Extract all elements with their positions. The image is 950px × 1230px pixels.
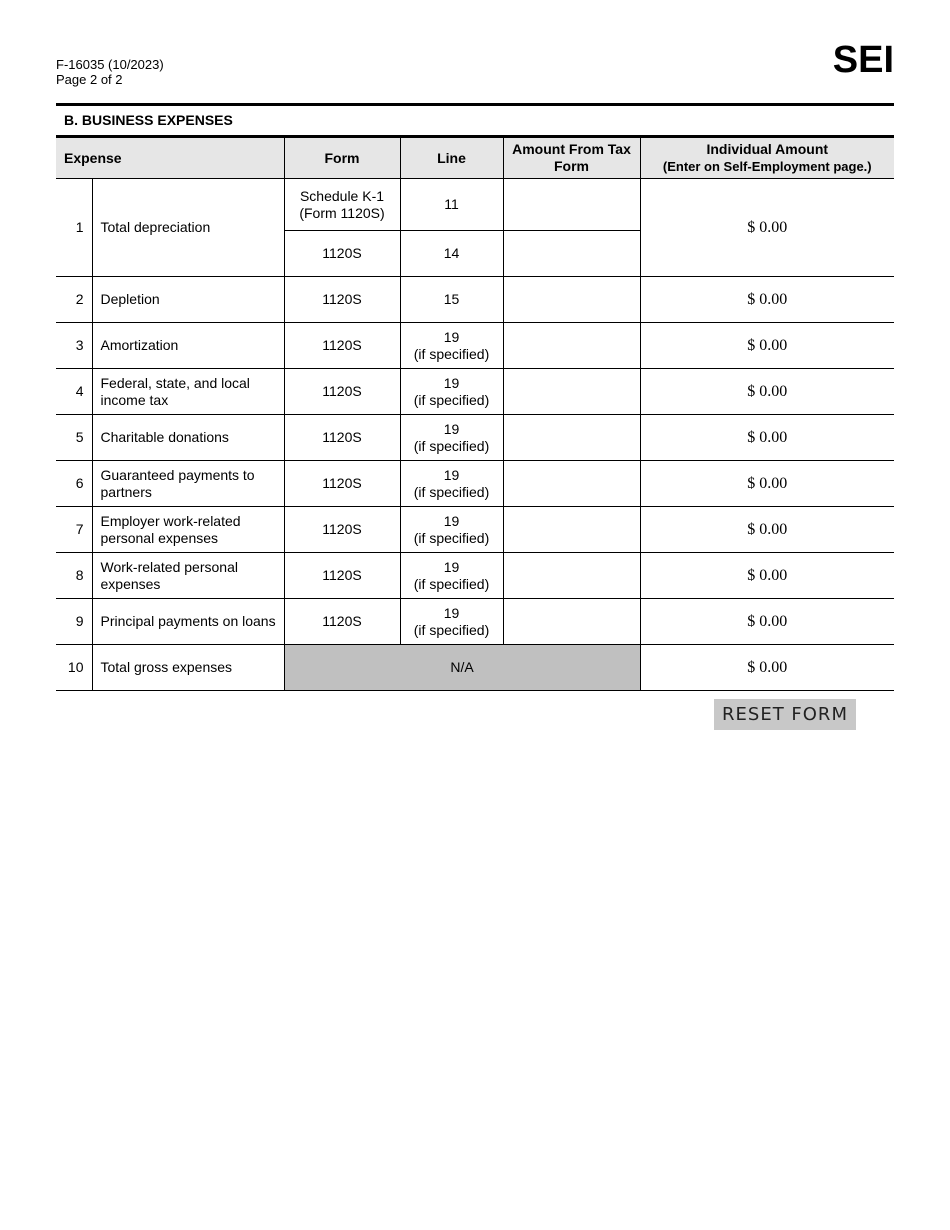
line-note: (if specified)	[413, 391, 490, 408]
line-number: 19	[443, 558, 460, 575]
line-cell: 15	[400, 277, 503, 323]
col-header-form: Form	[284, 137, 400, 179]
table-header-row	[56, 137, 894, 179]
line-note: (if specified)	[413, 483, 490, 500]
line-note: (if specified)	[413, 621, 490, 638]
row-number: 5	[56, 415, 92, 461]
row-number: 9	[56, 599, 92, 645]
line-cell	[400, 507, 503, 553]
not-applicable-cell: N/A	[284, 645, 640, 691]
table-row	[56, 599, 894, 645]
line-cell	[400, 323, 503, 369]
individual-amount-note: (Enter on Self-Employment page.)	[662, 159, 872, 174]
table-row	[56, 179, 894, 231]
amount-from-tax-form-input[interactable]	[503, 277, 640, 323]
form-cell: 1120S	[284, 507, 400, 553]
amount-from-tax-form-input[interactable]	[503, 553, 640, 599]
amount-from-tax-form-input[interactable]	[503, 507, 640, 553]
expense-label: Depletion	[92, 277, 284, 323]
form-cell: 1120S	[284, 415, 400, 461]
individual-amount-value: $ 0.00	[640, 553, 894, 599]
header-divider	[56, 103, 894, 106]
individual-amount-value: $ 0.00	[640, 645, 894, 691]
reset-form-button[interactable]: RESET FORM	[714, 699, 856, 730]
expense-label: Total gross expenses	[92, 645, 284, 691]
table-row	[56, 369, 894, 415]
line-cell	[400, 599, 503, 645]
page-number: Page 2 of 2	[56, 72, 123, 87]
table-row	[56, 461, 894, 507]
row-number: 10	[56, 645, 92, 691]
table-row	[56, 507, 894, 553]
amount-from-tax-form-input[interactable]	[503, 179, 640, 231]
form-cell: 1120S	[284, 277, 400, 323]
form-cell: 1120S	[284, 599, 400, 645]
expense-label: Charitable donations	[92, 415, 284, 461]
amount-from-tax-form-input[interactable]	[503, 323, 640, 369]
col-header-line: Line	[400, 137, 503, 179]
line-cell: 11	[400, 179, 503, 231]
expense-label: Guaranteed payments to partners	[92, 461, 284, 507]
row-number: 7	[56, 507, 92, 553]
expense-label: Work-related personal expenses	[92, 553, 284, 599]
expense-label: Federal, state, and local income tax	[92, 369, 284, 415]
form-cell: 1120S	[284, 369, 400, 415]
line-number: 19	[443, 512, 460, 529]
col-header-amount-from-tax-form: Amount From Tax Form	[503, 137, 640, 179]
amount-from-tax-form-input[interactable]	[503, 231, 640, 277]
line-cell	[400, 369, 503, 415]
individual-amount-value: $ 0.00	[640, 323, 894, 369]
row-number: 4	[56, 369, 92, 415]
line-number: 19	[443, 374, 460, 391]
table-row	[56, 415, 894, 461]
individual-amount-value: $ 0.00	[640, 369, 894, 415]
row-number: 6	[56, 461, 92, 507]
line-cell	[400, 415, 503, 461]
business-expenses-table	[56, 135, 894, 691]
amount-from-tax-form-input[interactable]	[503, 599, 640, 645]
line-note: (if specified)	[413, 529, 490, 546]
amount-from-tax-form-input[interactable]	[503, 461, 640, 507]
form-cell: 1120S	[284, 323, 400, 369]
form-cell	[284, 179, 400, 231]
section-title: B. BUSINESS EXPENSES	[64, 112, 233, 128]
table-row	[56, 645, 894, 691]
form-number: F-16035 (10/2023)	[56, 57, 164, 72]
line-note: (if specified)	[413, 345, 490, 362]
form-code-title: SEI	[832, 39, 894, 81]
individual-amount-value: $ 0.00	[640, 277, 894, 323]
row-number: 8	[56, 553, 92, 599]
expense-label: Principal payments on loans	[92, 599, 284, 645]
individual-amount-value: $ 0.00	[640, 179, 894, 277]
amount-from-tax-form-input[interactable]	[503, 415, 640, 461]
individual-amount-value: $ 0.00	[640, 507, 894, 553]
form-identifier	[56, 57, 164, 87]
line-cell: 14	[400, 231, 503, 277]
line-note: (if specified)	[413, 575, 490, 592]
form-cell: 1120S	[284, 553, 400, 599]
line-number: 19	[443, 328, 460, 345]
line-number: 19	[443, 420, 460, 437]
line-number: 19	[443, 466, 460, 483]
row-number: 2	[56, 277, 92, 323]
table-row	[56, 277, 894, 323]
col-header-expense: Expense	[56, 137, 284, 179]
line-note: (if specified)	[413, 437, 490, 454]
line-cell	[400, 461, 503, 507]
individual-amount-value: $ 0.00	[640, 461, 894, 507]
line-cell	[400, 553, 503, 599]
individual-amount-value: $ 0.00	[640, 415, 894, 461]
individual-amount-title: Individual Amount	[706, 141, 829, 157]
expense-label: Amortization	[92, 323, 284, 369]
amount-from-tax-form-input[interactable]	[503, 369, 640, 415]
table-row	[56, 323, 894, 369]
table-row	[56, 553, 894, 599]
col-header-individual-amount	[640, 137, 894, 179]
row-number: 3	[56, 323, 92, 369]
form-cell: 1120S	[284, 461, 400, 507]
expense-label: Total depreciation	[92, 179, 284, 277]
individual-amount-value: $ 0.00	[640, 599, 894, 645]
expense-label: Employer work-related personal expenses	[92, 507, 284, 553]
line-number: 19	[443, 604, 460, 621]
form-name: Schedule K-1 (Form 1120S)	[299, 187, 385, 221]
row-number: 1	[56, 179, 92, 277]
form-cell: 1120S	[284, 231, 400, 277]
